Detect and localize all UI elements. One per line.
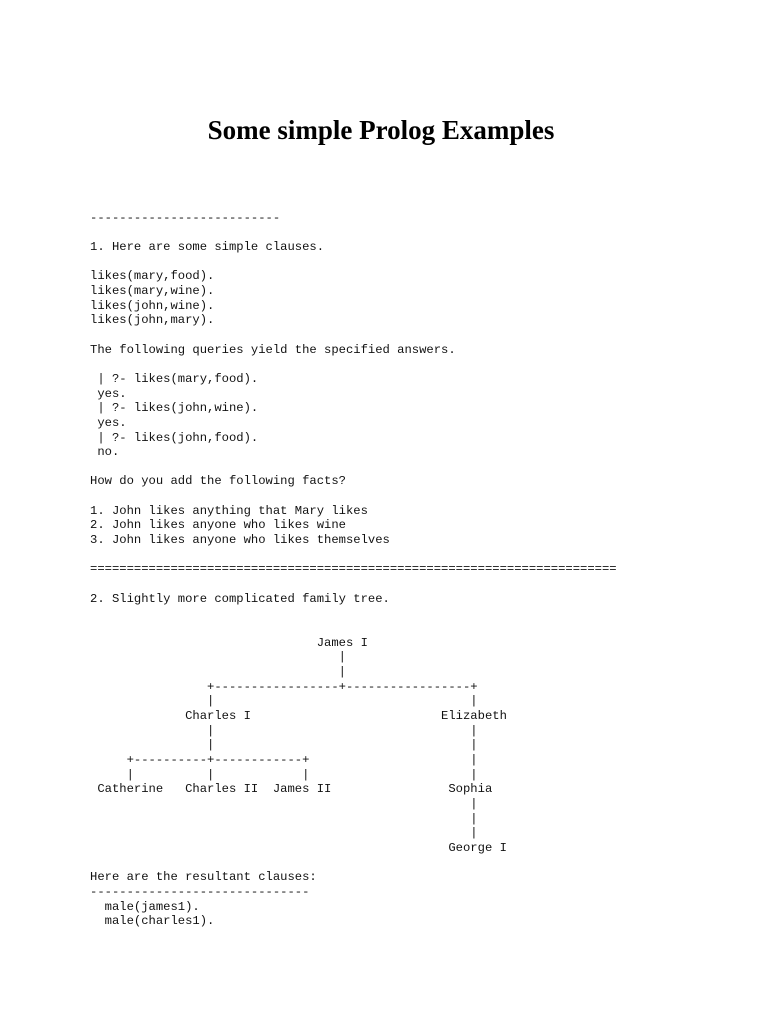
text-line: 1. Here are some simple clauses. bbox=[90, 239, 325, 254]
text-line: likes(mary,food). bbox=[90, 269, 215, 284]
text-line: | bbox=[90, 826, 478, 841]
text-line: 2. Slightly more complicated family tree. bbox=[90, 591, 390, 606]
text-line: 1. John likes anything that Mary likes bbox=[90, 503, 368, 518]
text-line: The following queries yield the specified answers. bbox=[90, 342, 456, 357]
text-line: How do you add the following facts? bbox=[90, 474, 346, 489]
text-line: | bbox=[90, 811, 478, 826]
text-line: | bbox=[90, 665, 346, 679]
text-line: 3. John likes anyone who likes themselves bbox=[90, 533, 390, 548]
document-body bbox=[90, 196, 617, 929]
text-line: male(charles1). bbox=[90, 914, 215, 929]
text-line: likes(john,wine). bbox=[90, 298, 215, 313]
text-line: +-----------------+-----------------+ bbox=[90, 679, 478, 694]
text-line: | bbox=[90, 650, 346, 665]
text-line: | | bbox=[90, 738, 478, 753]
text-line: ======================================================================== bbox=[90, 562, 617, 577]
text-line: | | bbox=[90, 694, 478, 709]
text-line: | ?- likes(john,wine). bbox=[90, 401, 259, 416]
text-line: | bbox=[90, 796, 478, 811]
text-line: | ?- likes(john,food). bbox=[90, 430, 259, 445]
text-line: Catherine Charles II James II Sophia bbox=[90, 782, 493, 797]
text-line: Charles I Elizabeth bbox=[90, 708, 507, 723]
text-line: | | | | bbox=[90, 767, 478, 782]
text-line: likes(mary,wine). bbox=[90, 283, 215, 298]
text-line: +----------+------------+ | bbox=[90, 752, 478, 767]
text-line: -------------------------- bbox=[90, 210, 281, 225]
text-line: ------------------------------ bbox=[90, 884, 310, 899]
text-line: male(james1). bbox=[90, 899, 200, 914]
text-line: George I bbox=[90, 840, 507, 855]
text-line: | | bbox=[90, 723, 478, 738]
text-line: yes. bbox=[90, 415, 127, 430]
text-line: | ?- likes(mary,food). bbox=[90, 371, 259, 386]
text-line: 2. John likes anyone who likes wine bbox=[90, 518, 346, 533]
text-line: yes. bbox=[90, 386, 127, 401]
page-title: Some simple Prolog Examples bbox=[207, 115, 555, 145]
text-line: Here are the resultant clauses: bbox=[90, 870, 317, 885]
text-line: James I bbox=[90, 635, 368, 650]
text-line: no. bbox=[90, 445, 120, 460]
text-line: likes(john,mary). bbox=[90, 313, 215, 328]
